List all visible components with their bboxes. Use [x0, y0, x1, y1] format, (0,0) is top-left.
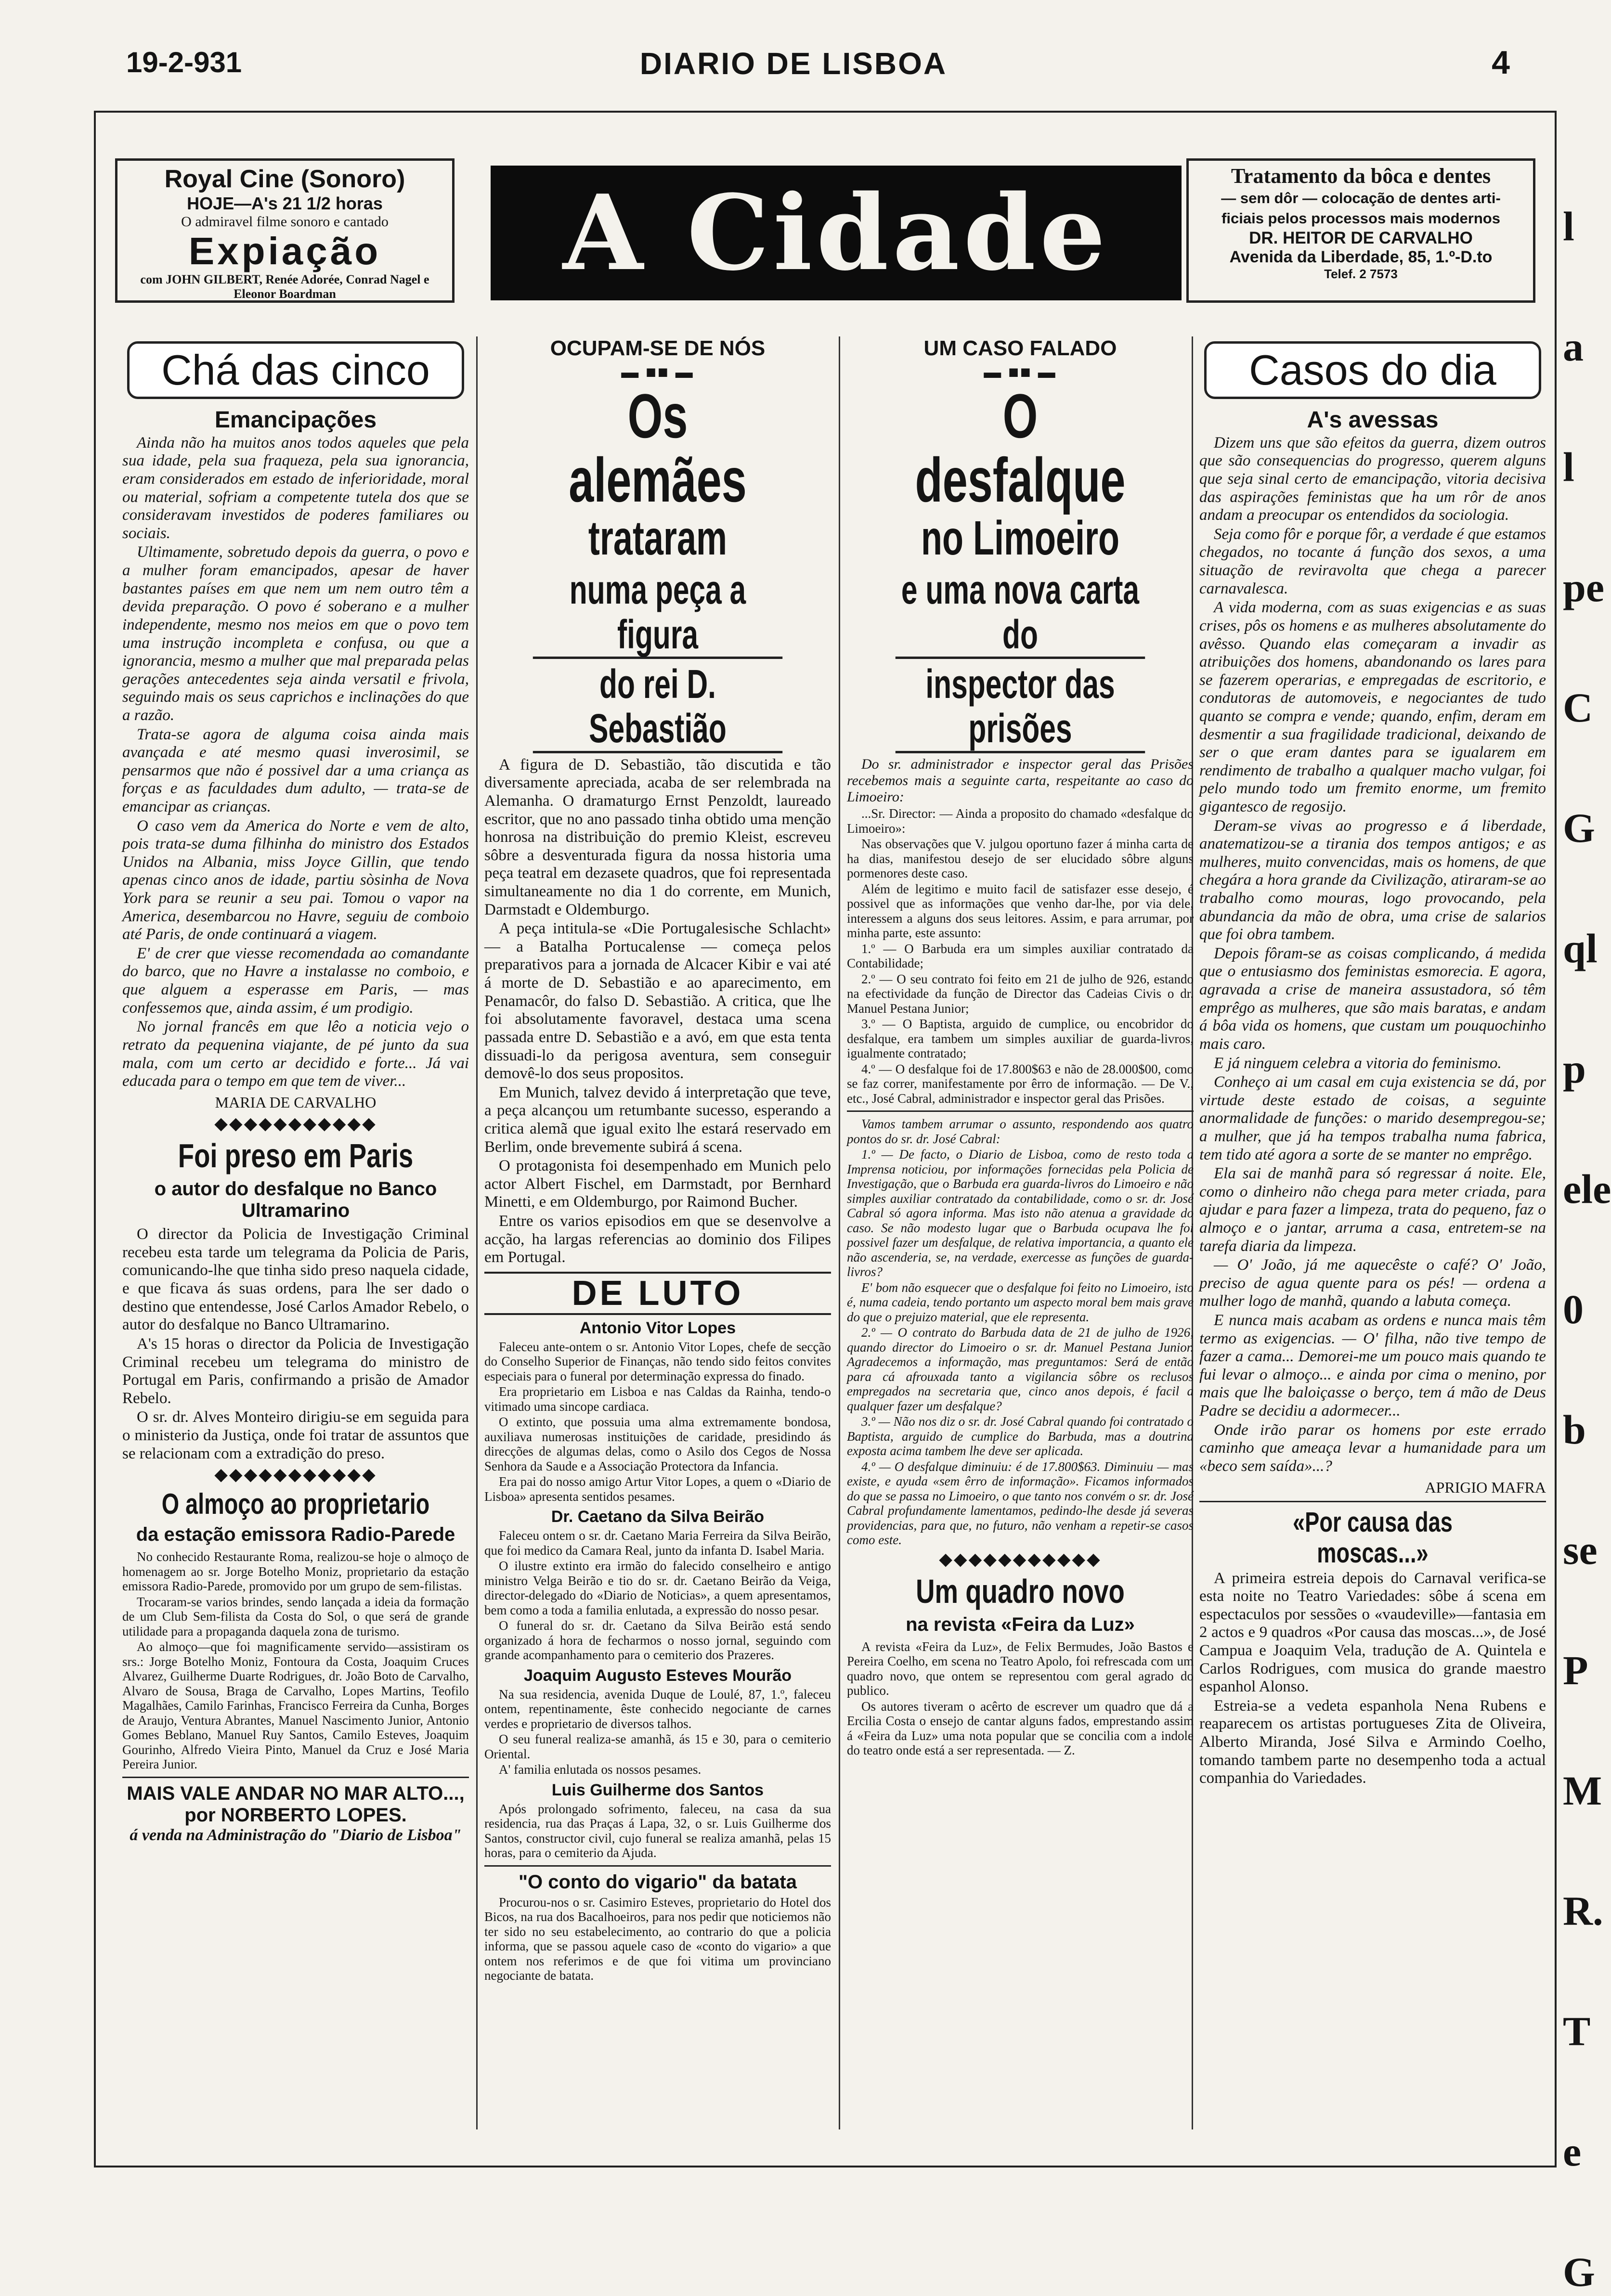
article-paragraph: — O' João, já me aquecêste o café? O' João, preciso de agua quente para os pés! — ordena a mulher logo de manhã, quando a labuta começa. [1199, 1256, 1546, 1310]
author-signature: APRIGIO MAFRA [1425, 1478, 1546, 1496]
letter-paragraph: Nas observações que V. julgou oportuno fazer á minha carta de ha dias, manifestou desejo de ser elucidado sôbre alguns pormenores deste caso. [847, 837, 1194, 881]
edge-fragment: G [1563, 2249, 1595, 2295]
almoco-headline: O almoço ao proprietario [161, 1488, 430, 1521]
article-paragraph: No jornal francês em que lêo a noticia vejo o retrato da pequenina viajante, de pé junto da sua mala, com um certo ar decidido e forte... Já vai educada para o tempo em que tem de viver... [122, 1018, 469, 1090]
reply-paragraph: 4.º — O desfalque diminuiu: é de 17.800$63. Diminuiu — mas existe, e ayuda «sem êrro de informação». Ficamos informados do que se passa no Limoeiro, o que tanto nos convém o sr. dr. José Cabral profundamente lamentamos, pedindo-lhe desde já severas providencias, para que, no futuro, não venham a repetir-se casos como este. [847, 1459, 1194, 1548]
article-paragraph: A's 15 horas o director da Policia de Investigação Criminal recebeu um telegrama do ministro de Portugal em Paris, confirmando a prisão de Amador Rebelo. [122, 1335, 469, 1407]
reply-paragraph: 3.º — Não nos diz o sr. dr. José Cabral quando foi contratado o Baptista, arguido de cumplice do Barbuda, mas a doutrina exposta acima tambem lhe deve ser aplicada. [847, 1414, 1194, 1458]
article-paragraph: O caso vem da America do Norte e vem de alto, pois trata-se duma filhinha do ministro dos Estados Unidos na Albania, miss Joyce Gillin, que tendo apenas cinco anos de idade, partiu sòsinha de Nova York para se reunir a seu pai. Tomou o vapor na America, desembarcou no Havre, seguiu de comboio até Paris, de onde continuará a viagem. [122, 817, 469, 943]
page-number: 4 [1492, 44, 1510, 81]
article-paragraph: Conheço ai um casal em cuja existencia se dá, por virtude deste estado de coisas, a seguinte anormalidade de funções: o marido desempregou-se; a mulher, que já ha tempos trabalha numa fabrica, tem tido até agora a sorte de se manter no emprêgo. [1199, 1073, 1546, 1163]
quadro-headline: Um quadro novo [916, 1572, 1125, 1610]
preso-subheadline: o autor do desfalque no Banco Ultramarino [154, 1178, 437, 1222]
divider [1199, 1501, 1546, 1502]
reply-paragraph: Vamos tambem arrumar o assunto, respondendo aos quatro pontos do sr. dr. José Cabral: [847, 1117, 1194, 1146]
article-paragraph: Estreia-se a vedeta espanhola Nena Rubens e reaparecem os artistas portugueses Zita de Oliveira, Alberto Miranda, José Silva e Armindo Coelho, tomando tambem parte no desempenho toda a actual companhia do Variedades. [1199, 1697, 1546, 1787]
obituary-name: Dr. Caetano da Silva Beirão [551, 1508, 765, 1526]
article-paragraph: Deram-se vivas ao progresso e á liberdade, anatematizou-se a tirania dos tempos antigos; e as mulheres, muito convencidas, mais os homens, de que chegára a hora grande da Civilização, atiraram-se ao trabalho como mouras, logo provocando, pela abundancia da mão de obra, uma crise de salarios que foi obra tambem. [1199, 817, 1546, 943]
article-paragraph: E nunca mais acabam as ordens e nunca mais têm termo as exigencias. — O' filha, não tive tempo de fazer a cama... Demorei-me um pouco mais quando te fui levar o almoço... e ainda por cima o menino, por mais que lhe baloiçasse o berço, tem á mão de Deus Padre se decidiu a adormecer... [1199, 1312, 1546, 1420]
de-luto-heading: DE LUTO [484, 1272, 831, 1315]
edge-fragment: R. [1563, 1888, 1603, 1934]
column-4 [1199, 336, 1546, 1789]
article-paragraph: A peça intitula-se «Die Portugalesische Schlacht» — a Batalha Portucalense — começa pelos preparativos para a jornada de Alcacer Kibir e vai até á morte de D. Sebastião e ao aparecimento, em Penamacôr, do falso D. Sebastião. A critica, que lhe foi absolutamente favoravel, destaca uma scena passada entre D. Sebastião e a avó, em que esta tenta dissuadi-lo da perigosa aventura, sem conseguir demovê-lo dos seus propositos. [484, 920, 831, 1083]
article-paragraph: Os autores tiveram o acêrto de escrever um quadro que dá a Ercilia Costa o ensejo de cantar alguns fados, emprestando assim á «Feira da Luz» uma nota popular que se concilia com a indole do teatro onde está a ser representada. — Z. [847, 1699, 1194, 1758]
ornament-divider: ◆◆◆◆◆◆◆◆◆◆◆ [939, 1549, 1102, 1569]
lead-paragraph: Do sr. administrador e inspector geral das Prisões recebemos mais a seguinte carta, respeitante ao caso do Limoeiro: [847, 756, 1194, 805]
dentist-phone: Telef. 2 7573 [1324, 266, 1398, 281]
headline-line-2: trataram [588, 511, 728, 566]
page-frame [94, 111, 1557, 2167]
headline-line-4: inspector das prisões [896, 662, 1145, 753]
article-paragraph: O director da Policia de Investigação Criminal recebeu esta tarde um telegrama da Policia de Paris, comunicando-lhe que tinha sido preso naquela cidade, e que ficava ás suas ordens, para lhe ser dado o destino que entendesse, José Carlos Amador Rebelo, o autor do desfalque no Banco Ultramarino. [122, 1225, 469, 1334]
edge-fragment: pe [1563, 564, 1604, 610]
article-paragraph: Ainda não ha muitos anos todos aqueles que pela sua idade, pela sua fraqueza, pela sua ignorancia, eram considerados em estado de inferioridade, moral ou material, sofriam a competente tutela dos que se consideravam investidos de poderes familiares ou sociais. [122, 434, 469, 542]
reply-paragraph: 2.º — O contrato do Barbuda data de 21 de julho de 1926, quando director do Limoeiro o sr. dr. Manuel Pestana Junior. Agradecemos a informação, mas preguntamos: Será de então para cá afrouxada tanto a vigilancia sôbre os reclusos empregados na secretaria que, cinco anos depois, é facil a qualquer fazer um desfalque? [847, 1325, 1194, 1413]
page-date: 19-2-931 [126, 46, 242, 78]
obituary-paragraph: Era proprietario em Lisboa e nas Caldas da Rainha, tendo-o vitimado uma sincope cardiaca. [484, 1384, 831, 1414]
cinema-advertisement [115, 158, 455, 303]
dentist-line-2: ficiais pelos processos mais modernos [1221, 209, 1500, 227]
obituary-name: Joaquim Augusto Esteves Mourão [523, 1666, 792, 1685]
dentist-name: DR. HEITOR DE CARVALHO [1249, 228, 1473, 247]
article-paragraph: Seja como fôr e porque fôr, a verdade é que estamos chegados, no tocante á função dos sexos, a uma situação de reviravolta que chega a parecer carnavalesca. [1199, 525, 1546, 597]
obituary-paragraph: Era pai do nosso amigo Artur Vitor Lopes, a quem o «Diario de Lisboa» apresenta sentidos pesames. [484, 1474, 831, 1504]
obituary-paragraph: Após prolongado sofrimento, faleceu, na casa da sua residencia, rua das Praças á Lapa, 32, o sr. Luis Guilherme dos Santos, constructor civil, cujo funeral se realiza amanhã, pelas 15 horas, para o cemiterio da Ajuda. [484, 1801, 831, 1860]
article-paragraph: A vida moderna, com as suas exigencias e as suas crises, pôs os homens e as mulheres absolutamente do avêsso. Quando elas começaram a invadir as atribuições dos homens, abandonando os lares para se fazerem operarias, e empregadas de escritorio, e condutoras de automoveis, e negociantes de tudo quanto se compra e vende; quando, enfim, deram em desmentir a sua fragilidade tradicional, deixando de ser o que eram dantes para se igualarem em rendimento de trabalho a qualquer macho vulgar, foi pelo mundo todo um fremito enorme, um fremito gigantesco de regosijo. [1199, 599, 1546, 815]
conto-headline: "O conto do vigario" da batata [519, 1871, 797, 1893]
edge-fragment: p [1563, 1045, 1586, 1092]
edge-fragment: a [1563, 323, 1584, 370]
edge-fragment: P [1563, 1647, 1588, 1693]
edge-fragment: M [1563, 1767, 1602, 1814]
article-paragraph: Trocaram-se varios brindes, sendo lançada a ideia da formação de um Club Sem-filista da Costa do Sol, o que será de grande utilidade para a propaganda daquela zona de turismo. [122, 1594, 469, 1638]
article-paragraph: O sr. dr. Alves Monteiro dirigiu-se em seguida para o ministerio da Justiça, onde foi tratar de assuntos que se relacionam com a extradição do preso. [122, 1408, 469, 1462]
kicker-ornament: ▬ ■■ ▬ [984, 362, 1057, 382]
headline-line-3: e uma nova carta do [896, 568, 1145, 659]
reply-paragraph: 1.º — De facto, o Diario de Lisboa, como de resto toda a Imprensa noticiou, por informações fornecidas pela Policia de Investigação, que o Barbuda era guarda-livros do Limoeiro e não simples auxiliar contratado da contabilidade, como o sr. dr. José Cabral só agora informa. Mas isto não atenua a gravidade do caso. Se não modesto lugar que o Barbuda ocupava lhe foi possivel fazer um desfalque, de relativa importancia, a quanto ele não ascenderia, se, na verdade, exercesse as funções de guarda-livros? [847, 1147, 1194, 1279]
letter-paragraph: Além de legitimo e muito facil de satisfazer esse desejo, é possivel que as informações que venho dar-lhe, por via dele, interessem a alguns dos seus leitores. Assim, e para arrumar, por minha parte, este assunto: [847, 881, 1194, 941]
headline-line-4: do rei D. Sebastião [533, 662, 782, 753]
kicker-ornament: ▬ ■■ ▬ [621, 362, 694, 382]
as-avessas-title: A's avessas [1307, 407, 1439, 433]
article-paragraph: A primeira estreia depois do Carnaval verifica-se esta noite no Teatro Variedades: sôbe á scena em espectaculos por sessões o «vaudeville»—fantasia em 2 actos e 9 quadros «Por causa das moscas...», de José Campua e Joaquim Vela, tradução de A. Quintela e Carlos Rodrigues, com musica do grande maestro espanhol Alonso. [1199, 1569, 1546, 1696]
headline-line-1: Os alemães [569, 381, 747, 515]
dentist-advertisement [1186, 158, 1535, 303]
masthead [0, 46, 1587, 79]
article-paragraph: E já ninguem celebra a vitoria do feminismo. [1214, 1054, 1502, 1072]
film-title: Expiação [188, 230, 381, 272]
newspaper-name: DIARIO DE LISBOA [639, 46, 948, 81]
article-paragraph: E' de crer que viesse recomendada ao comandante do barco, que no Havre a instalasse no comboio, e que alguem a esperasse em Paris, — mas confessemos que, ainda assim, é um prodigio. [122, 944, 469, 1017]
article-paragraph: Ultimamente, sobretudo depois da guerra, o povo e a mulher foram emancipados, apesar de haver bastantes países em que nem um nem outro têm a devida preparação. O povo é soberano e a mulher independente, mesmo nos meios em que o povo tem uma instrução incompleta e confusa, ou que a ignorancia, mesmo a mulher que mal preparada pelas gerações antecedentes seja ainda versatil e frivola, seguindo mais os seus caprichos e inclinações do que a razão. [122, 543, 469, 724]
obituary-paragraph: O funeral do sr. dr. Caetano da Silva Beirão está sendo organizado á hora de fecharmos o nosso jornal, seguindo com grande acompanhamento para o cemiterio dos Prazeres. [484, 1618, 831, 1663]
dentist-address: Avenida da Liberdade, 85, 1.º-D.to [1229, 247, 1493, 266]
article-paragraph: O protagonista foi desempenhado em Munich pelo actor Albert Fischel, em Darmstadt, por Bernhard Minetti, e em Oldemburgo, por Raimond Bucher. [484, 1157, 831, 1211]
edge-fragment: ql [1563, 925, 1598, 971]
article-paragraph: Ao almoço—que foi magnificamente servido—assistiram os srs.: Jorge Botelho Moniz, Fontoura da Costa, Joaquim Cruces Alvarez, Guilherme Duarte Rodrigues, dr. João Boto de Carvalho, Alvaro de Sousa, Braga de Carvalho, Lopes Martins, Teofilo Magalhães, Camilo Farinhas, Francisco Ferreira da Cunha, Borges de Araujo, Ventura Abrantes, Manuel Nascimento Junior, Antonio Gomes Beblano, Manuel Ruy Santos, Camilo Esteves, Joaquim Gourinho, Alfredo Vieira Pinto, Manuel da Cruz e José Maria Pereira Junior. [122, 1639, 469, 1772]
edge-fragment: e [1563, 2128, 1582, 2175]
book-advertisement: MAIS VALE ANDAR NO MAR ALTO..., por NORBERTO LOPES. [127, 1782, 465, 1826]
divider [484, 1865, 831, 1867]
column-rule-2 [839, 336, 840, 2129]
emancipacoes-title: Emancipações [214, 407, 377, 433]
ornament-divider: ◆◆◆◆◆◆◆◆◆◆◆ [214, 1465, 377, 1484]
headline-line-1: O desfalque [915, 381, 1126, 515]
edge-fragment: G [1563, 805, 1595, 851]
cinema-name: Royal Cine (Sonoro) [164, 165, 405, 193]
quadro-subheadline: na revista «Feira da Luz» [906, 1613, 1135, 1635]
obituary-paragraph: Faleceu ontem o sr. dr. Caetano Maria Ferreira da Silva Beirão, que foi medico da Camara Real, junto da infanta D. Isabel Maria. [484, 1528, 831, 1558]
letter-paragraph: 3.º — O Baptista, arguido de cumplice, ou encobridor do desfalque, era tambem um simples auxiliar de guarda-livros, igualmente contratado; [847, 1017, 1194, 1061]
divider [122, 1777, 469, 1778]
section-kicker: UM CASO FALADO [923, 336, 1117, 360]
cinema-time: HOJE—A's 21 1/2 horas [187, 193, 383, 213]
obituary-paragraph: O extinto, que possuia uma alma extremamente bondosa, auxiliava numerosas instituições de caridade, presidindo ás direcções de algumas delas, como o Asilo dos Cegos de Nossa Senhora da Saude e a Associação Protectora da Infancia. [484, 1415, 831, 1473]
edge-fragment: l [1563, 444, 1574, 490]
cinema-line: O admiravel filme sonoro e cantado [181, 214, 389, 230]
column-2 [484, 336, 831, 1984]
edge-fragment: 0 [1563, 1286, 1584, 1332]
letter-paragraph: 1.º — O Barbuda era um simples auxiliar contratado da Contabilidade; [847, 941, 1194, 971]
article-paragraph: No conhecido Restaurante Roma, realizou-se hoje o almoço de homenagem ao sr. Jorge Botelho Moniz, proprietario da estação emissora Radio-Parede, promovido por um grupo de sem-filistas. [122, 1549, 469, 1594]
obituary-paragraph: A' familia enlutada os nossos pesames. [499, 1762, 702, 1777]
author-signature: MARIA DE CARVALHO [215, 1093, 377, 1111]
edge-fragment: ele [1563, 1166, 1611, 1212]
preso-headline: Foi preso em Paris [178, 1137, 414, 1175]
obituary-name: Antonio Vitor Lopes [579, 1318, 736, 1337]
obituary-paragraph: Faleceu ante-ontem o sr. Antonio Vitor Lopes, chefe de secção do Conselho Superior de Finanças, não tendo sido feitos convites especiais para o funeral por determinação expressa do finado. [484, 1339, 831, 1383]
edge-fragment: C [1563, 684, 1593, 731]
article-paragraph: Em Munich, talvez devido á interpretação que teve, a peça alcançou um retumbante sucesso, esperando a critica alemã que igual exito lhe estará reservado em Berlim, onde brevemente subirá á scena. [484, 1084, 831, 1156]
obituary-paragraph: O ilustre extinto era irmão do falecido conselheiro e antigo ministro Velga Beirão e tio do sr. dr. Caetano Beirão da Veiga, director-delegado do «Diario de Noticias», a quem apresentamos, bem como a toda a familia enlutada, a expressão do nosso pesar. [484, 1559, 831, 1617]
section-kicker: OCUPAM-SE DE NÓS [550, 336, 766, 360]
ornament-divider: ◆◆◆◆◆◆◆◆◆◆◆ [214, 1114, 377, 1134]
section-logo: A Cidade [491, 166, 1182, 300]
dentist-title: Tratamento da bôca e dentes [1231, 164, 1491, 188]
letter-paragraph: 2.º — O seu contrato foi feito em 21 de julho de 926, estando na efectividade da função de Director das Cadeias Civis o dr. Manuel Pestana Junior; [847, 971, 1194, 1016]
column-1 [122, 336, 469, 1845]
article-paragraph: Dizem uns que são efeitos da guerra, dizem outros que são consequencias do progresso, querem alguns que seja sinal certo de emancipação, vitoria decisiva das aspirações feministas que ha um rôr de anos andam a preocupar os entendidos da sociologia. [1199, 434, 1546, 524]
divider [847, 1110, 1194, 1112]
letter-paragraph: 4.º — O desfalque foi de 17.800$63 e não de 28.000$00, como se faz correr, manifestamente por êrro de informação. — De V., etc., José Cabral, administrador e inspector geral das Prisões. [847, 1061, 1194, 1106]
article-paragraph: Entre os varios episodios em que se desenvolve a acção, ha largas referencias ao dominio dos Filipes em Portugal. [484, 1212, 831, 1266]
article-paragraph: A revista «Feira da Luz», de Felix Bermudes, João Bastos e Pereira Coelho, em scena no Teatro Apolo, foi refrescada com um quadro novo, que ontem se representou com geral agrado do publico. [847, 1639, 1194, 1698]
moscas-headline: «Por causa das moscas...» [1293, 1507, 1453, 1569]
letter-paragraph: ...Sr. Director: — Ainda a proposito do chamado «desfalque do Limoeiro»: [847, 806, 1194, 836]
edge-fragment: b [1563, 1406, 1586, 1453]
headline-line-2: no Limoeiro [921, 511, 1119, 566]
edge-fragment: l [1563, 203, 1574, 249]
cha-das-cinco-box: Chá das cinco [127, 341, 464, 399]
obituary-name: Luis Guilherme dos Santos [551, 1780, 764, 1799]
edge-fragment: se [1563, 1527, 1598, 1573]
book-advertisement-sale: á venda na Administração do "Diario de Lisboa" [130, 1826, 462, 1844]
headline-line-3: numa peça a figura [533, 568, 782, 659]
almoco-subheadline: da estação emissora Radio-Parede [136, 1524, 455, 1546]
article-paragraph: Ela sai de manhã para só regressar á noite. Ele, como o dinheiro não chega para meter criada, para ajudar e para fazer a limpeza, trata do pequeno, faz o almoço e o jantar, arruma a casa, entretem-se na tarefa diaria da limpeza. [1199, 1165, 1546, 1255]
dentist-line-1: — sem dôr — colocação de dentes arti- [1221, 190, 1501, 206]
article-paragraph: Procurou-nos o sr. Casimiro Esteves, proprietario do Hotel dos Bicos, na rua dos Bacalhoeiros, para nos pedir que noticiemos não ter sido no seu estabelecimento, ao contrario do que a policia informa, que se passou aquele caso de «conto do vigario» a que ontem nos referimos e de que foi vitima um provinciano negociante de batata. [484, 1895, 831, 1983]
edge-fragment: T [1563, 2008, 1591, 2054]
article-paragraph: Onde irão parar os homens por este errado caminho que ameaça levar a humanidade para um «beco sem saída»...? [1199, 1421, 1546, 1475]
column-rule-1 [476, 336, 478, 2129]
film-cast: com JOHN GILBERT, Renée Adorée, Conrad Nagel e Eleonor Boardman [140, 272, 429, 301]
column-3 [847, 336, 1194, 1759]
adjacent-page-edge [1559, 202, 1611, 2295]
article-paragraph: Depois fôram-se as coisas complicando, á medida que o entusiasmo dos feministas esmorecia. E agora, agravada a crise de maneira assustadora, só têm emprêgo as mulheres, que são mais baratas, e andam á bôa vida os homens, que custam um pouquochinho mais caro. [1199, 944, 1546, 1053]
reply-paragraph: E' bom não esquecer que o desfalque foi feito no Limoeiro, isto é, numa cadeia, tendo portanto um aspecto moral bem mais grave do que o prejuizo material, que ele representa. [847, 1280, 1194, 1324]
article-paragraph: A figura de D. Sebastião, tão discutida e tão diversamente apreciada, acaba de ser relembrada na Alemanha. O dramaturgo Ernst Penzoldt, laureado escritor, que no ano passado tinha obtido uma menção honrosa na distribuição do premio Kleist, escreveu sôbre a desventurada figura da nossa historia uma peça teatral em dezasete quadros, que foi representada simultaneamente no dia 1 do corrente, em Munich, Darmstadt e Oldemburgo. [484, 756, 831, 918]
article-paragraph: Trata-se agora de alguma coisa ainda mais avançada e até mesmo quasi inverosimil, se pensarmos que não é possivel dar a uma criança as forças e as faculdades dum adulto, — trata-se de emancipar as crianças. [122, 725, 469, 815]
obituary-paragraph: O seu funeral realiza-se amanhã, ás 15 e 30, para o cemiterio Oriental. [484, 1732, 831, 1761]
casos-do-dia-box: Casos do dia [1204, 341, 1541, 399]
obituary-paragraph: Na sua residencia, avenida Duque de Loulé, 87, 1.º, faleceu ontem, repentinamente, êste conhecido negociante de carnes verdes e proprietario de diversos talhos. [484, 1687, 831, 1731]
